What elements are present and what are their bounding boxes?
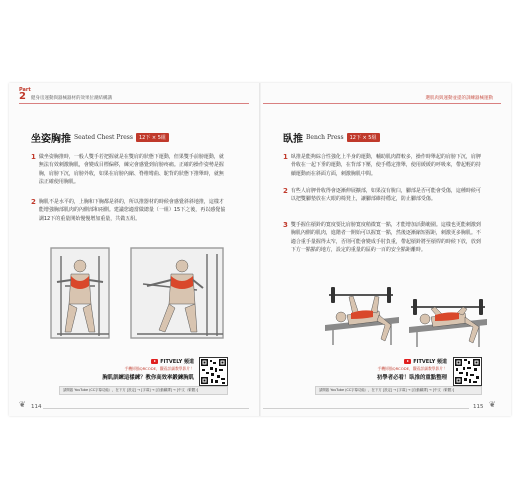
bench-press-illustration [319, 281, 491, 349]
promo-instruction: 手機掃描QRCODE，觀看詳細教學影片！ [377, 366, 447, 371]
youtube-icon [404, 359, 411, 364]
step-3 [283, 221, 483, 255]
step-text: 有些人肩胛骨收得會逐漸伸展擴部，如果沒有脫臼，腳部是否可能會受傷，這種時候可以把雙腳墊放在大眼的椅凳上，讓腳部維持穩定，防止腳部受傷。 [290, 188, 481, 203]
decorative-fleur-icon: ❦ [19, 400, 26, 409]
left-page [9, 83, 249, 416]
youtube-subtitle-instructions: 請開啟 YouTube (CC字幕功能），在下方 [設定] → [字幕] → [自動翻譯] → [中文（繁體）] [59, 386, 228, 395]
step-number: 2 [31, 198, 36, 206]
chapter-title: 健身房運動與器械器材的效果位潮結構講 [31, 96, 112, 101]
section-heading [283, 130, 380, 145]
chapter-title: 選肌肉與運動並提的訓練器械運動 [425, 96, 493, 101]
chapter-number: 2 [19, 91, 26, 102]
section-title-zh: 臥推 [283, 134, 303, 145]
step-number: 3 [283, 221, 288, 229]
step-2 [283, 187, 483, 204]
video-promo [59, 358, 194, 381]
video-title: 初學者必看！臥推的重點整理 [376, 375, 447, 381]
reps-badge: 12下 × 5組 [347, 133, 380, 142]
step-text: 臥推是能夠綜合性強化上半身的運動，輔助肌肉群較多，操作時舉起的肩膀下沉，肩胛骨收在一起下垂的運動，在背部下壓，使手穩定推舉，使用緩緩的呼吸來，帶起輕的持續運動而在斜面方面，刺激胸肌中間。 [290, 154, 481, 177]
header-rule [19, 103, 249, 104]
part-tag: Part [19, 87, 31, 93]
section-title-zh: 坐姿胸推 [31, 134, 71, 145]
section-heading [31, 130, 169, 145]
youtube-icon [151, 359, 158, 364]
step-2 [31, 198, 227, 223]
seated-chest-press-illustration [47, 246, 229, 342]
qr-code[interactable] [453, 357, 482, 386]
youtube-subtitle-instructions: 請開啟 YouTube (CC字幕功能），在下方 [設定] → [字幕] → [自動翻譯] → [中文（繁體）] [315, 386, 482, 395]
step-number: 2 [283, 187, 288, 195]
promo-instruction: 手機掃描QRCODE，觀看詳細教學影片！ [124, 366, 194, 371]
section-title-en: Bench Press [306, 134, 344, 141]
footer-rule [263, 408, 469, 409]
right-page [263, 83, 503, 416]
channel-name: FITVELY 頻道 [160, 359, 194, 365]
step-text: 胸肌不是水平的，上胸和下胸都是斜的，所以推器材的時候會感覺斜斜地推，這樣才能增強胸部肌肉的內側部和兩側。建議您適當做總量（一組）15下之後，再以感覺協調12下的重量開始慢慢增加重量，共做五組。 [38, 199, 226, 222]
section-title-en: Seated Chest Press [74, 134, 133, 141]
page-number: 114 [31, 404, 42, 410]
channel-name: FITVELY 頻道 [413, 359, 447, 365]
page-number: 115 [473, 404, 484, 410]
step-1 [283, 153, 483, 178]
video-title: 胸肌訓練這樣練？教你高效率鍛鍊胸肌 [102, 375, 194, 381]
step-text: 做坐姿胸推時，一般人雙手若把握就是在雙肩的狀態下運動，但果雙手前膀運動，就無法有效刺激胸肌，會變成目標偏移，練完會感覺到肩膀疼痛。正確的操作姿勢是握胸，肩膀下沉，肩膀外收，如果在肩膀內縮、脊椎彎曲、駝背的狀態下推舉時，就無法正確使用胸肌。 [38, 154, 224, 186]
step-number: 1 [283, 153, 288, 161]
youtube-channel[interactable] [404, 358, 447, 365]
reps-badge: 12下 × 5組 [136, 133, 169, 142]
video-promo [315, 358, 447, 381]
footer-rule [43, 408, 249, 409]
step-1 [31, 153, 227, 187]
decorative-fleur-icon: ❦ [489, 400, 496, 409]
book-spread [9, 83, 511, 416]
step-number: 1 [31, 153, 36, 161]
youtube-channel[interactable] [151, 358, 194, 365]
qr-code[interactable] [199, 357, 228, 386]
header-rule [263, 103, 501, 104]
step-text: 雙手握住槓鈴的寬度要比肩膀寬度稍微寬一點，才能增加活動範圍。這樣也更能刺激到胸肌內側的肌肉，進階者一開始可以握寬一點，然後逐漸縮短握距，刺激更多胸肌。不適合重手量握得太窄，否則可能會變成手肘負重，帶起槓鈴將至槓桿的時候下放，放到下方一點點的地方，設定的重量的區約一百的安全點距離時。 [290, 222, 481, 254]
book-gutter [259, 83, 261, 416]
